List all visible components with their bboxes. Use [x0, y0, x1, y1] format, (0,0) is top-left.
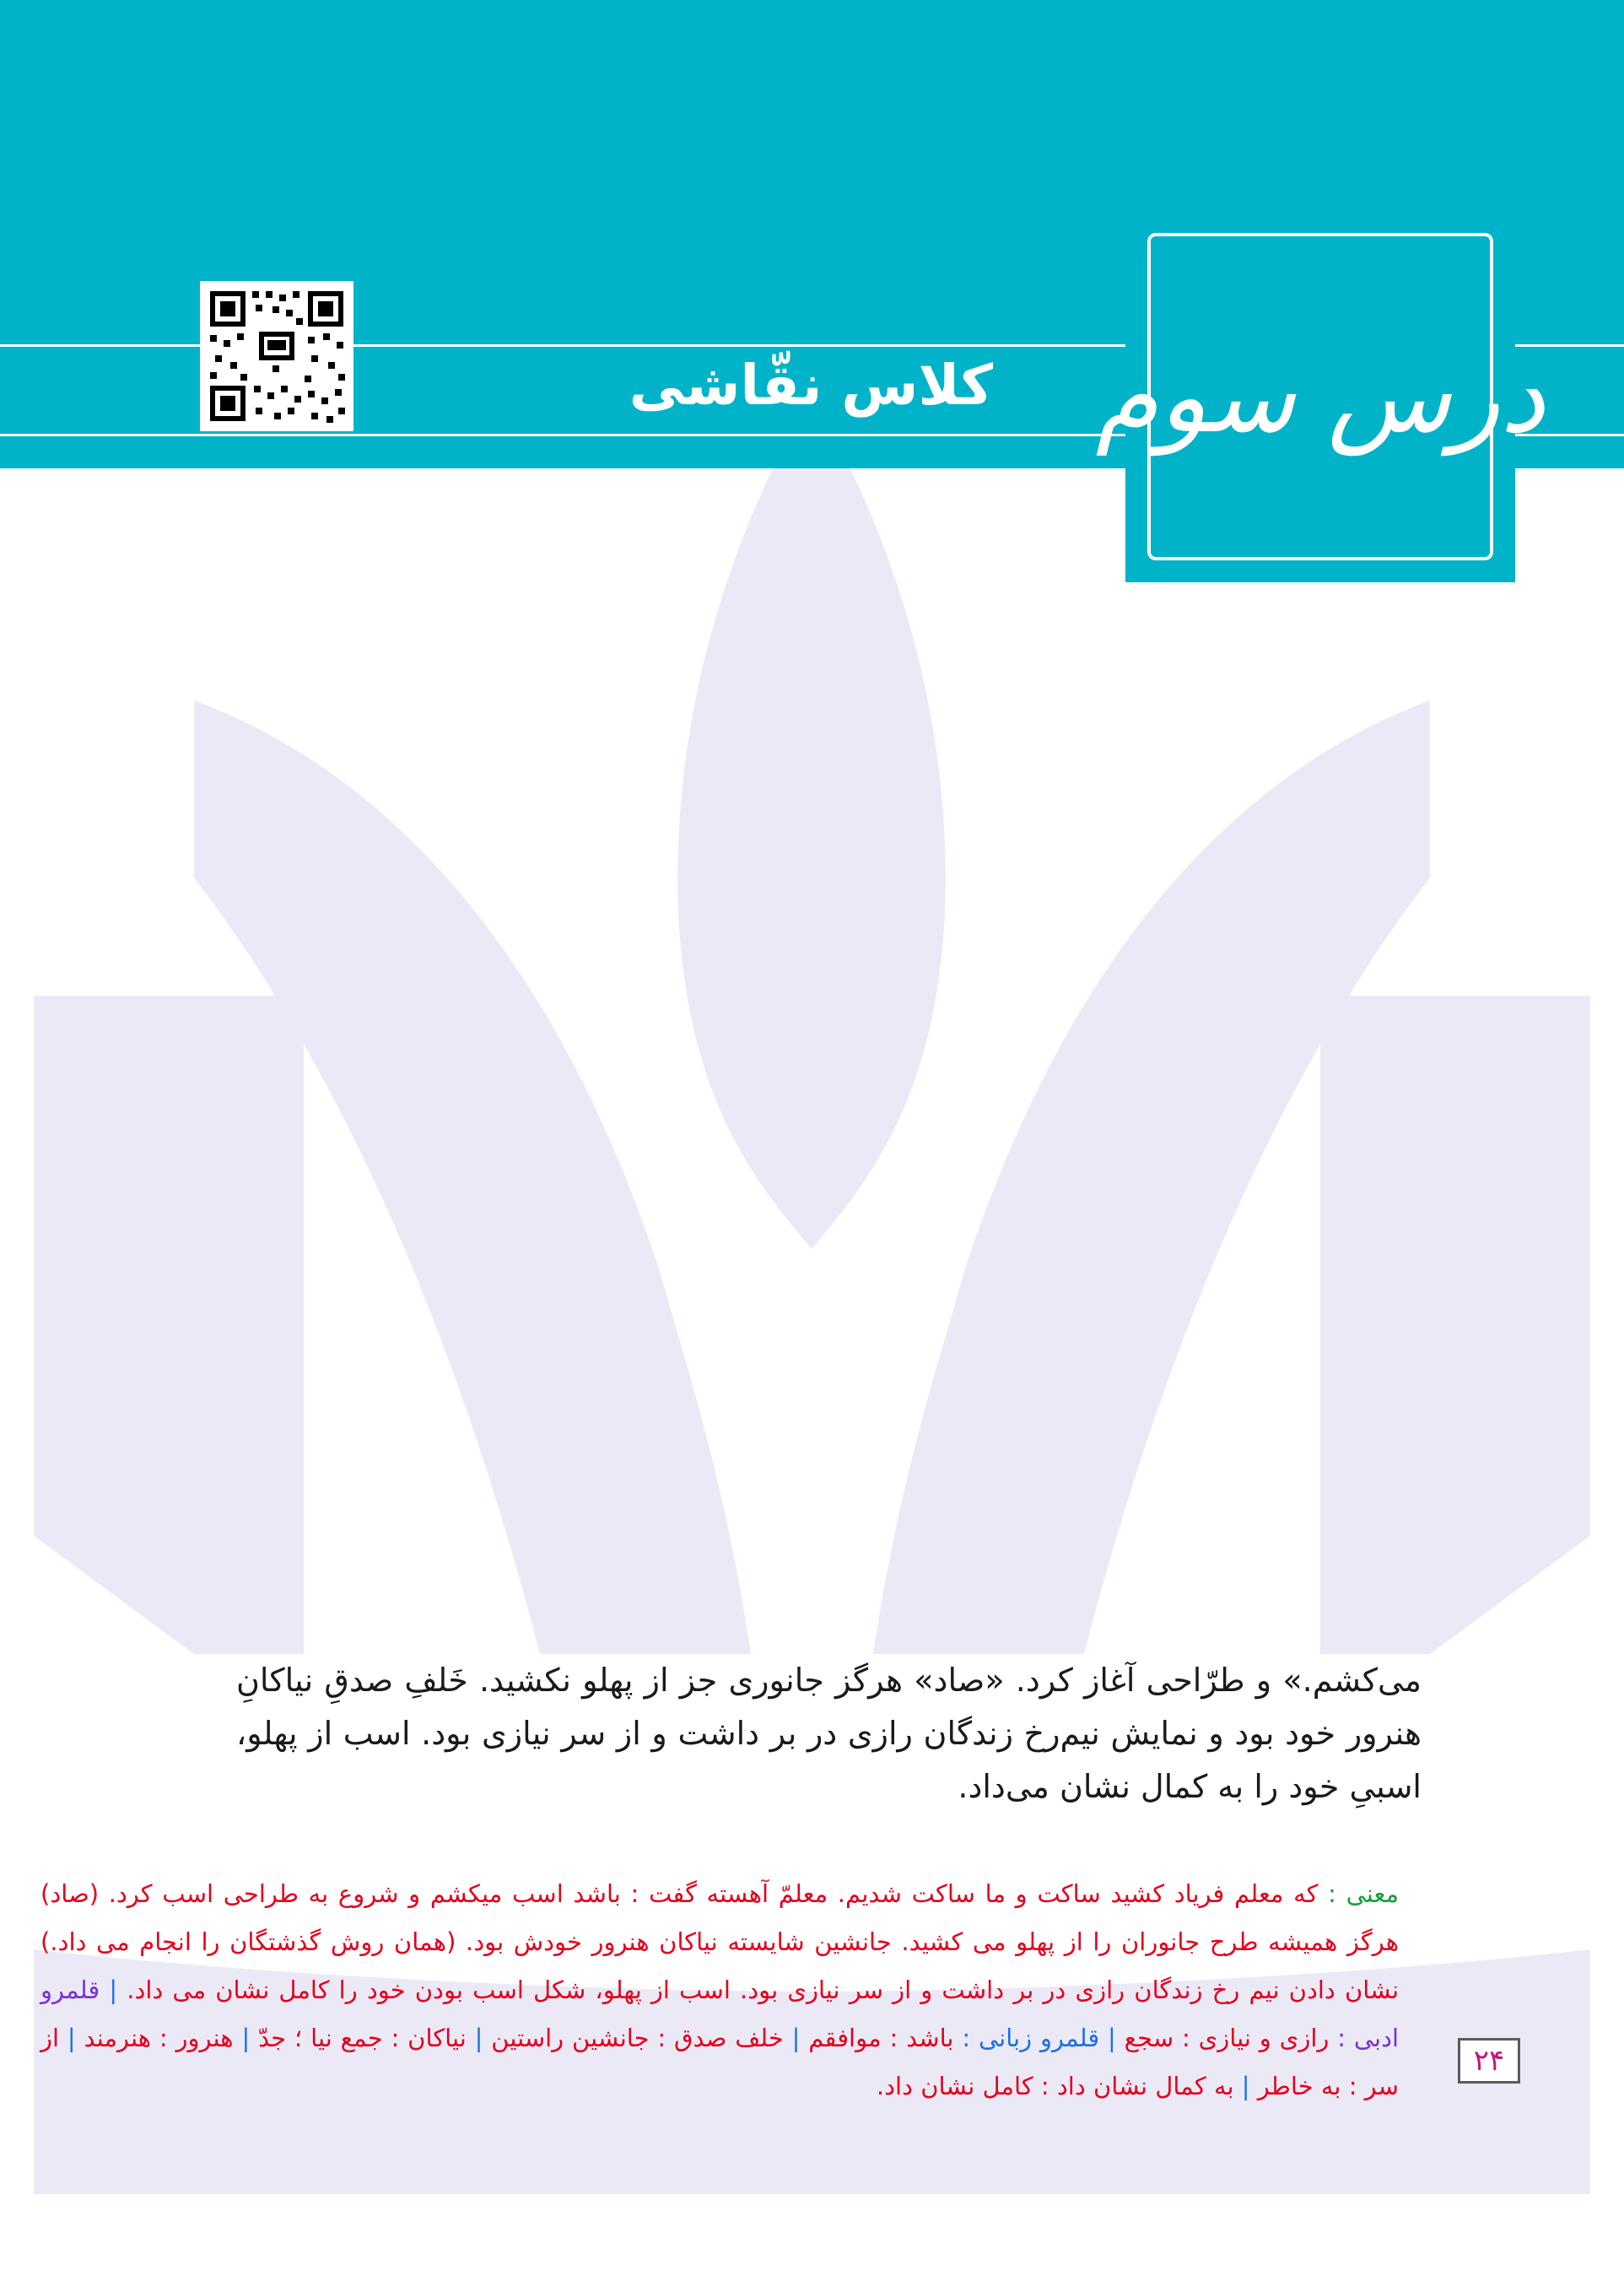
vocab-item: خلف صدق : جانشین راستین — [491, 2024, 784, 2052]
separator: | — [67, 2024, 76, 2052]
lesson-paragraph: می‌کشم.» و طرّاحی آغاز کرد. «صاد» هرگز جانوری جز از پهلو نکشید. خَلفِ صدقِ نیاکانِ هنرور خود بود و نمایش نیم‌رخ زندگان رازی در بر داشت و از سر نیازی بود. اسب از پهلو، اسبیِ خود را به کمال نشان می‌داد. — [236, 1662, 1422, 1805]
language-text: باشد : موافقم — [808, 2024, 954, 2052]
meaning-notes — [40, 1870, 1399, 2111]
language-label: قلمرو زبانی : — [962, 2024, 1100, 2052]
separator: | — [791, 2024, 801, 2052]
meaning-text: که معلم فریاد کشید ساکت و ما ساکت شدیم. معلمّ آهسته گفت : باشد اسب میکشم و شروع به طراحی اسب کرد. (صاد) هرگز همیشه طرح جانوران را از پهلو می کشید. جانشین شایسته نیاکان هنرور خودش بود. (همان روش گذشتگان را انجام می داد.) نشان دادن نیم رخ زندگان رازی در بر داشت و از سر نیازی بود. اسب از پهلو، شکل اسب بودن خود را کامل نشان می داد. — [40, 1879, 1400, 2004]
separator: | — [1108, 2024, 1116, 2052]
separator: | — [109, 1976, 118, 2004]
meaning-label: معنی : — [1328, 1879, 1400, 1908]
vocab-item: هنرور : هنرمند — [84, 2024, 234, 2052]
header-divider-upper-left — [0, 344, 1125, 347]
lesson-number-frame — [1095, 233, 1546, 560]
lesson-number-box — [1095, 211, 1546, 582]
vocab-item: نیاکان : جمع نیا ؛ جدّ — [258, 2024, 467, 2052]
qr-code-icon — [200, 281, 353, 431]
separator: | — [241, 2024, 251, 2052]
vocab-item: از سر : به خاطر — [40, 2024, 1399, 2100]
lesson-title: کلاس نقّاشی — [629, 353, 993, 418]
qr-code[interactable] — [200, 281, 353, 431]
separator: | — [474, 2024, 483, 2052]
lesson-label: درس سوم — [1095, 338, 1546, 456]
header-divider-lower-left — [0, 434, 1125, 436]
literary-label: قلمرو ادبی : — [40, 1976, 1400, 2052]
page-number: ۲۴ — [1458, 2038, 1520, 2084]
literary-text: رازی و نیازی : سجع — [1124, 2024, 1330, 2052]
separator: | — [1241, 2072, 1250, 2100]
vocab-item: به کمال نشان داد : کامل نشان داد. — [876, 2072, 1234, 2100]
